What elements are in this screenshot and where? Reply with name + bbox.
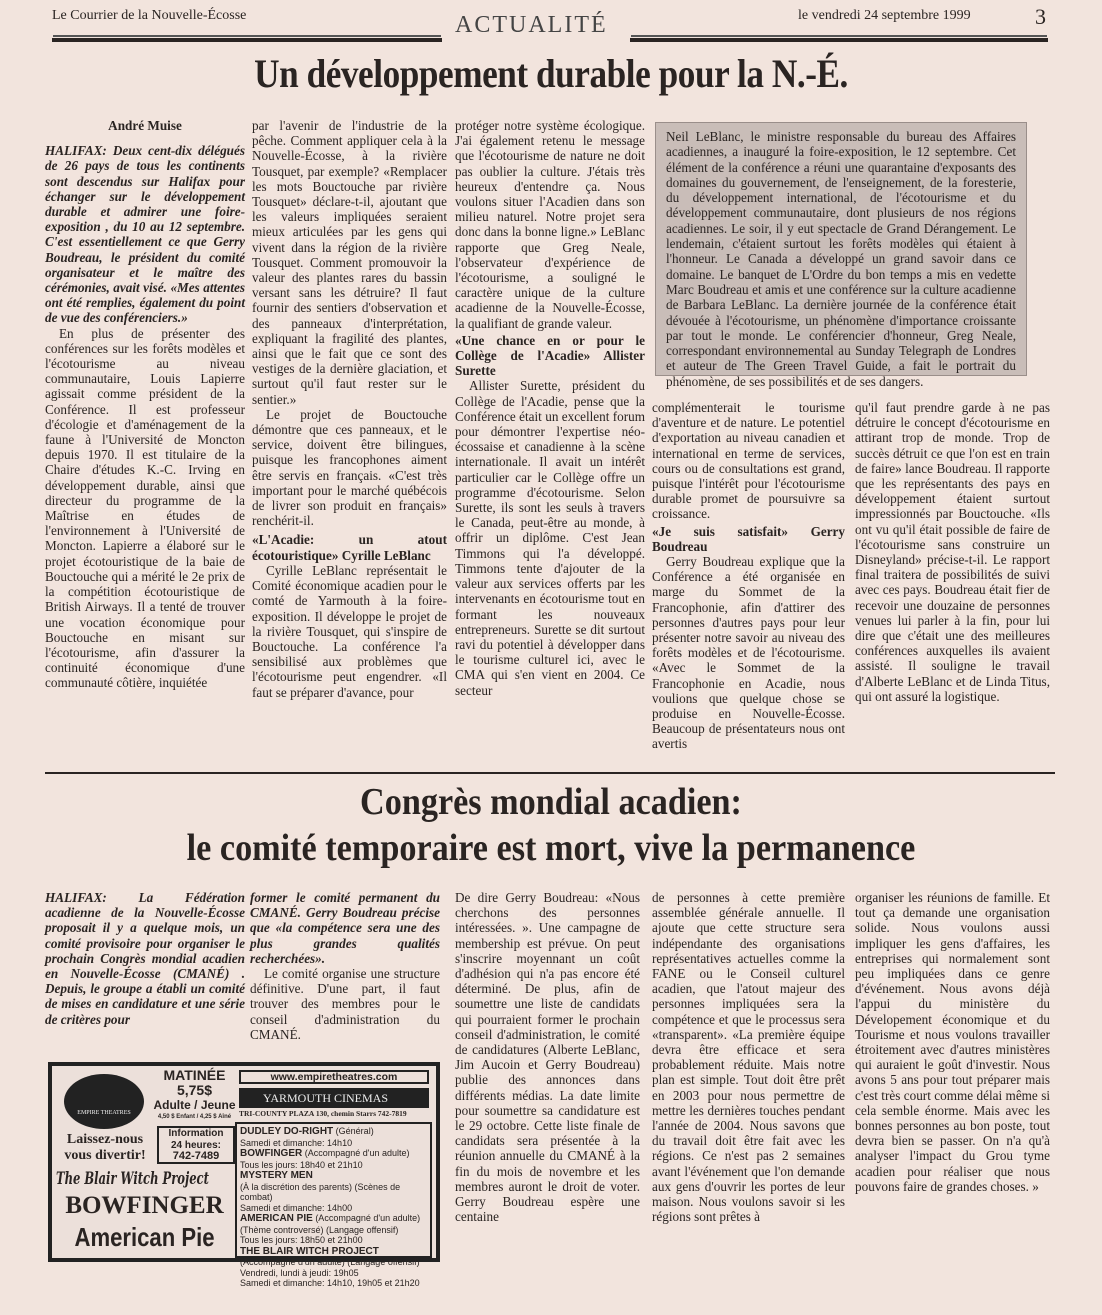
paragraph: complémenterait le tourisme d'aventure et de nature. Le potentiel d'exportation au niveau canadien et international en terme de services, cours ou de consultations est grand, puisque l'intérêt pour l'écotourisme durable promet de poursuivre sa croissance. [652,400,845,522]
paragraph: De dire Gerry Boudreau: «Nous cherchons des personnes intéressées. ». Une campagne de membership est prévue. On peut s'inscrire moyennant un coût d'adhésion qui n'a pas encore été déterminé. De plus, afin de soumettre une liste de candidats qui pourraient former le prochain conseil d'administration, le comité de candidatures (Alberte LeBlanc, Jim Aucoin et Gerry Boudreau) publie des annonces dans différents médias. La date limite pour soumettre sa candidature est le 29 octobre. Cette liste finale de candidats sera présentée à la réunion annuelle du CMANÉ à la fin du mois de novembre et les membres auront le droit de voter. Gerry Boudreau espère une centaine [455,890,640,1225]
matinee-info [152,1068,237,1121]
paragraph: protéger notre système écologique. J'ai également retenu le message que l'écotourisme de nature ne doit pas oublier la culture. J'étais très heureux d'entendre ça. Nous voulons situer l'Acadien dans son milieu naturel. Notre projet sera donc dans la bonne ligne.» LeBlanc rapporte que Greg Neale, l'observateur d'expérience de l'écotourisme, a souligné le caractère unique de la culture acadienne de la Nouvelle-Écosse, la qualifiant de grande valeur. [455,118,645,331]
film-rating: (À la discrétion des parents) (Scènes de combat) [240,1181,401,1202]
slogan: Laissez-nous vous divertir! [64,1132,146,1163]
paragraph: Le projet de Bouctouche démontre que ces panneaux, et le service, doivent être bilingues, puisque les francophones aiment être servis en français. «C'est très important pour le marché québécois de livrer son produit en français» renchérit-il. [252,406,447,529]
sidebar-box: Neil LeBlanc, le ministre responsable du bureau des Affaires acadiennes, a inauguré la foire-exposition, le 12 septembre. Cet élément de la conférence a réuni une quarantaine d'exposants des domaines du gouvernement, de l'enseignement, de la foresterie, du développement international, de l'écotourisme et du développement communautaire, dont plusieurs de nos régions acadiennes. Le soir, il y eut spectacle de Grand Dérangement. Le lendemain, c'étaient surtout les forêts modèles qui étaient à l'honneur. Le Canada a développé un grand savoir dans ce domaine. Le banquet de L'Ordre du bon temps a mis en vedette Marc Boudreau et amis et une conférence sur la culture acadienne de Barbara LeBlanc. La dernière journée de la conférence était dévouée à l'écotourisme, un phénomène d'importance croissante par tout le monde. Le conférencier d'honneur, Greg Neale, correspondant environnemental au Sunday Telegraph de Londres et auteur de The Green Travel Guide, a fait le portrait du phénomène, de ses possibilités et de ses dangers. [655,122,1027,376]
price-audience: Adulte / Jeune [153,1098,236,1112]
film-rating: (Accompagné d'un adulte) [304,1148,410,1158]
byline: André Muise [108,118,182,133]
article-column-5 [855,400,1050,704]
film-times: Samedi et dimanche: 14h10, 19h05 et 21h20 [240,1278,420,1288]
paragraph: Cyrille LeBlanc représentait le Comité économique acadien pour le comté de Yarmouth à la foire-exposition. Il développe le projet de la rivière Tousquet, qui s'inspire de Bouctouche. La conférence l'a sensibilisé aux problèmes que l'écotourisme peut engendrer. «Il faut se préparer d'avance, pour [252,562,447,700]
paragraph: qu'il faut prendre garde à ne pas détruire le concept d'écotourisme en attirant trop de monde. Trop de succès détruit ce que l'on est en train de faire» lance Boudreau. Il rapporte que les représentants des pays en développement étaient surtout impressionnés par Bouctouche. «Ils ont vu qu'il était possible de faire de l'écotourisme sans construire un Disneyland» précise-t-il. Le rapport final traitera de possibilités de suivi avec ces pays. Boudreau était fier de recevoir une douzaine de personnes venues lui parler à la fin, pour lui dire que c'était une des meilleures conférences auxquelles ils avaient assisté. Il souligne le travail d'Alberte LeBlanc et de Linda Titus, qui ont assuré la logistique. [855,400,1050,704]
film-rating: (Accompagné d'un adulte) (Langage offensif) [240,1257,420,1267]
paragraph: En plus de présenter des conférences sur les forêts modèles et l'écotourisme au niveau communautaire, Louis Lapierre agissait comme président de la Conférence. Il est professeur d'écologie et d'aménagement de la faune à l'Université de Moncton depuis 1970. Il est titulaire de la Chaire d'études K.-C. Irving en développement durable, ainsi que directeur du programme de la Maîtrise en études de l'environnement à l'Université de Moncton. Lapierre a élaboré sur le projet écotouristique de la baie de Bouctouche qui a mérité le 2e prix de la compétition écotouristique de British Airways. Il a tenté de trouver une vocation économique pour Bouctouche en misant sur l'écotourisme, afin d'assurer la continuité économique d'une communauté côtière, inquiétée [45,325,245,691]
subheading: «Une chance en or pour le Collège de l'Acadie» Allister Surette [455,332,645,379]
subheading: «L'Acadie: un atout écotouristique» Cyrille LeBlanc [252,532,447,563]
lead-paragraph: HALIFAX: Deux cent-dix délégués de 26 pays de tous les continents sont descendus sur Halifax pour échanger sur le développement durable et admirer une foire-exposition , du 10 au 12 septembre. C'est essentiellement ce que Gerry Boudreau, le président du comité organisateur et le maître des cérémonies, avait visé. «Mes attentes ont été remplies, également du point de vue des conférenciers.» [45,143,245,326]
article2-headline-1: Congrès mondial acadien: [360,781,742,823]
film-times: Tous les jours: 18h40 et 21h10 [240,1159,363,1170]
article-column-2 [252,118,447,700]
article2-column-5 [855,890,1050,1194]
feature-american-pie: American Pie [74,1222,215,1252]
website-link[interactable]: www.empiretheatres.com [239,1070,429,1084]
info-line-box [157,1126,235,1164]
article-headline: Un développement durable pour la N.-É. [254,51,848,96]
film-title: DUDLEY DO-RIGHT [240,1126,334,1137]
film-rating: (Thème controversé) (Langage offensif) [240,1224,399,1235]
article-divider [45,772,1055,774]
feature-bowfinger: BOWFINGER [65,1192,224,1219]
feature-blair-witch: The Blair Witch Project [56,1169,209,1189]
film-title: MYSTERY MEN [240,1170,313,1181]
paper-name: Le Courrier de la Nouvelle-Écosse [52,8,247,23]
info-phone: 742-7489 [172,1150,220,1162]
subheading: «Je suis satisfait» Gerry Boudreau [652,523,845,554]
section-title: ACTUALITÉ [455,12,608,38]
paragraph: de personnes à cette première assemblée générale annuelle. Il ajoute que cette structure sera indépendante des organisations représentatives actuelles comme la FANE ou le Conseil culturel acadien, que l'atout majeur des personnes impliquées sera la compétence et que le processus sera «transparent». «La première équipe devra être efficace et sera probablement réduite. Mais notre plan est simple. Tout doit être prêt en 2003 pour nous permettre de mettre les dernières touches pendant l'année de 2004. Nous savons que du travail doit être fait avec les régions. Ce n'est pas 2 semaines avant l'événement que l'on demande aux gens d'ouvrir les portes de leur maison. Nous voulons savoir si les régions sont prêtes à [652,890,845,1225]
paragraph: Le comité organise une structure définitive. D'une part, il faut trouver des membres pour le conseil d'administration du CMANÉ. [250,966,440,1042]
paragraph: Gerry Boudreau explique que la Conférence a été organisée en marge du Sommet de la Francophonie, afin d'attirer des personnes d'autres pays pour leur présenter notre savoir au niveau des forêts modèles et de l'écotourisme. «Avec le Sommet de la Francophonie en Acadie, nous voulions que quelque chose se produise en Nouvelle-Écosse. Beaucoup de présentateurs nous ont avertis [652,554,845,752]
film-times: Vendredi, lundi à jeudi: 19h05 [240,1267,359,1278]
info-label: Information [168,1128,224,1139]
film-listing [240,1213,427,1246]
film-times: Samedi et dimanche: 14h00 [240,1202,353,1213]
paragraph: organiser les réunions de famille. Et tout ça demande une organisation solide. Nous voulons aussi impliquer les gens d'affaires, les entreprises qui normalement sont peu impliquées dans ce genre d'événement. Nous avons déjà l'appui du ministère du Dévelopement économique et du Tourisme et nous voulons travailler étroitement avec d'autres ministères qui auraient le goût d'investir. Nous avons 5 ans pour tout préparer mais c'est très court comme délai même si cela semble énorme. Mais avec les bonnes personnes au bon poste, tout devra bien se passer. On n'a qu'à analyser l'impact du Grou tyme acadien pour réaliser que nous pouvons faire de grandes choses. » [855,890,1050,1194]
article2-column-3 [455,890,640,1224]
article2-column-1 [45,890,245,1027]
lead-paragraph: former le comité permanent du CMANÉ. Gerry Boudreau précise que «la compétence sera une des plus grandes qualités recherchées». [250,890,440,966]
film-title: AMERICAN PIE [240,1213,313,1224]
film-listing [240,1126,427,1148]
paragraph: par l'avenir de l'industrie de la pêche. Comment appliquer cela à la Nouvelle-Écosse, à la rivière Tousquet, par exemple? «Remplacer les mots Bouctouche par rivière Tousquet» déclare-t-il, ajoutant que les valeurs impliquées seraient mieux articulées par les gens qui vivent dans la région de la rivière Tousquet. Comment promouvoir la valeur des plantes rares du bassin versant sans les détruire? Il faut fournir des sentiers d'observation et des panneaux d'interprétation, expliquant la fragilité des plantes, ainsi que le fait que ce sont des vestiges de la dernière glaciation, et surtout qu'il faut rester sur le sentier.» [252,118,447,407]
article2-headline-2: le comité temporaire est mort, vive la permanence [186,827,916,869]
film-times: Tous les jours: 18h50 et 21h00 [240,1235,363,1245]
empire-theatres-logo: EMPIRE THEATRES [64,1074,144,1129]
showtimes-schedule [235,1122,432,1288]
film-listing [240,1148,427,1170]
cinema-address: TRI-COUNTY PLAZA 130, chemin Starrs 742-7819 [239,1109,407,1118]
paragraph: Allister Surette, président du Collège de l'Acadie, pense que la Conférence était un excellent forum pour démontrer l'expertise néo-écossaise et canadienne à la scène internationale. Il avait un intérêt particulier car le Collège offre un programme d'écotourisme. Selon Surette, ils sont les seuls à travers le Canada, peut-être au monde, à offrir un diplôme. C'est Jean Timmons qui l'a développé. Timmons tente d'ajouter de la valeur aux services offerts par les intervenants en écotourisme tout en formant les nouveaux entrepreneurs. Surette se dit surtout ravi du potentiel à développer dans le tourisme culturel ici, avec le CMA qui s'en vient en 2004. Ce secteur [455,378,645,698]
article-column-4 [652,400,845,752]
film-title: BOWFINGER [240,1148,303,1159]
film-listing [240,1246,427,1289]
matinee-price: 5,75$ [176,1082,213,1098]
film-title: THE BLAIR WITCH PROJECT [240,1245,379,1257]
page-number: 3 [1035,4,1046,29]
price-other: 4,50 $ Enfant / 4,25 $ Aîné [157,1114,232,1120]
info-hours: 24 heures: [170,1139,222,1151]
film-rating: (Accompagné d'un adulte) [315,1213,421,1223]
film-rating: (Général) [335,1126,374,1136]
article-column-1 [45,118,245,691]
article-column-3 [455,118,645,698]
film-times: Samedi et dimanche: 14h10 [240,1137,353,1148]
header-rule-left [52,38,442,42]
matinee-label: MATINÉE [163,1067,226,1083]
film-listing [240,1170,427,1213]
header-rule-right [630,38,1048,42]
cinema-name: YARMOUTH CINEMAS [239,1088,429,1108]
issue-date: le vendredi 24 septembre 1999 [798,8,971,23]
lead-paragraph: HALIFAX: La Fédération acadienne de la Nouvelle-Écosse proposait il y a quelque mois, un comité provisoire pour organiser le prochain Congrès mondial acadien en Nouvelle-Écosse (CMANÉ) . Depuis, le groupe a établi un comité de mises en candidature et une série de critères pour [45,890,245,1027]
article2-column-4 [652,890,845,1224]
article2-column-2 [250,890,440,1042]
cinema-advertisement [48,1062,440,1288]
